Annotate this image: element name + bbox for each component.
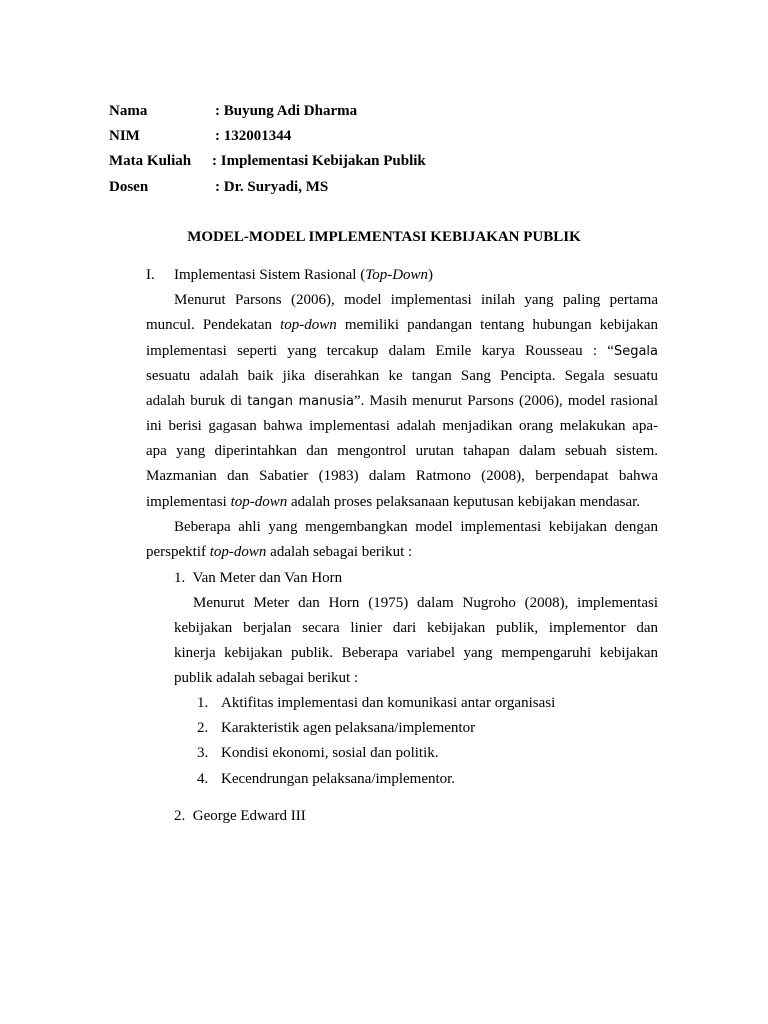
paragraph-line: apa yang diperintahkan dan mengontrol urutan tahapan dalam sebuah sistem. xyxy=(146,443,658,459)
label-nim: NIM xyxy=(109,128,140,144)
list-item-number: 4. xyxy=(197,771,209,787)
paragraph-line: publik adalah sebagai berikut : xyxy=(174,670,359,686)
paragraph-line: implementasi top-down adalah proses pelaksanaan keputusan kebijakan mendasar. xyxy=(146,494,641,510)
value-mata-kuliah: : Implementasi Kebijakan Publik xyxy=(212,153,426,169)
paragraph-line: muncul. Pendekatan top-down memiliki pandangan tentang hubungan kebijakan xyxy=(146,317,658,333)
section-heading: Implementasi Sistem Rasional (Top-Down) xyxy=(174,267,434,283)
paragraph-line: kebijakan berjalan secara linier dari kebijakan publik, implementor dan xyxy=(174,620,658,636)
list-item-number: 3. xyxy=(197,745,209,761)
paragraph-line: implementasi seperti yang tercakup dalam Emile karya Rousseau : “Segala xyxy=(146,343,658,359)
list-item: Aktifitas implementasi dan komunikasi antar organisasi xyxy=(221,695,556,711)
paragraph-line: Menurut Parsons (2006), model implementasi inilah yang paling pertama xyxy=(174,292,658,308)
list-item-number: 1. xyxy=(197,695,209,711)
paragraph-line: kinerja kebijakan publik. Beberapa variabel yang mempengaruhi kebijakan xyxy=(174,645,658,661)
value-nim: : 132001344 xyxy=(215,128,292,144)
paragraph-line: ini berisi gagasan bahwa implementasi adalah menjadikan orang melakukan apa- xyxy=(146,418,658,434)
paragraph-line: sesuatu adalah baik jika diserahkan ke tangan Sang Pencipta. Segala sesuatu xyxy=(146,368,658,384)
value-nama: : Buyung Adi Dharma xyxy=(215,103,358,119)
value-dosen: : Dr. Suryadi, MS xyxy=(215,179,329,195)
section-number: I. xyxy=(146,267,155,283)
list-item: Karakteristik agen pelaksana/implementor xyxy=(221,720,476,736)
paragraph-line: adalah buruk di tangan manusia”. Masih menurut Parsons (2006), model rasional xyxy=(146,393,658,409)
subsection-heading: 1. Van Meter dan Van Horn xyxy=(174,570,343,586)
label-dosen: Dosen xyxy=(109,179,149,195)
paragraph-line: Beberapa ahli yang mengembangkan model implementasi kebijakan dengan xyxy=(174,519,658,535)
label-mata-kuliah: Mata Kuliah xyxy=(109,153,192,169)
list-item: Kecendrungan pelaksana/implementor. xyxy=(221,771,456,787)
paragraph-line: perspektif top-down adalah sebagai berikut : xyxy=(146,544,413,560)
list-item: Kondisi ekonomi, sosial dan politik. xyxy=(221,745,439,761)
subsection-heading: 2. George Edward III xyxy=(174,808,306,824)
document-title: MODEL-MODEL IMPLEMENTASI KEBIJAKAN PUBLIK xyxy=(187,229,581,245)
paragraph-line: Mazmanian dan Sabatier (1983) dalam Ratmono (2008), berpendapat bahwa xyxy=(146,468,658,484)
label-nama: Nama xyxy=(109,103,148,119)
paragraph-line: Menurut Meter dan Horn (1975) dalam Nugroho (2008), implementasi xyxy=(193,595,658,611)
list-item-number: 2. xyxy=(197,720,209,736)
